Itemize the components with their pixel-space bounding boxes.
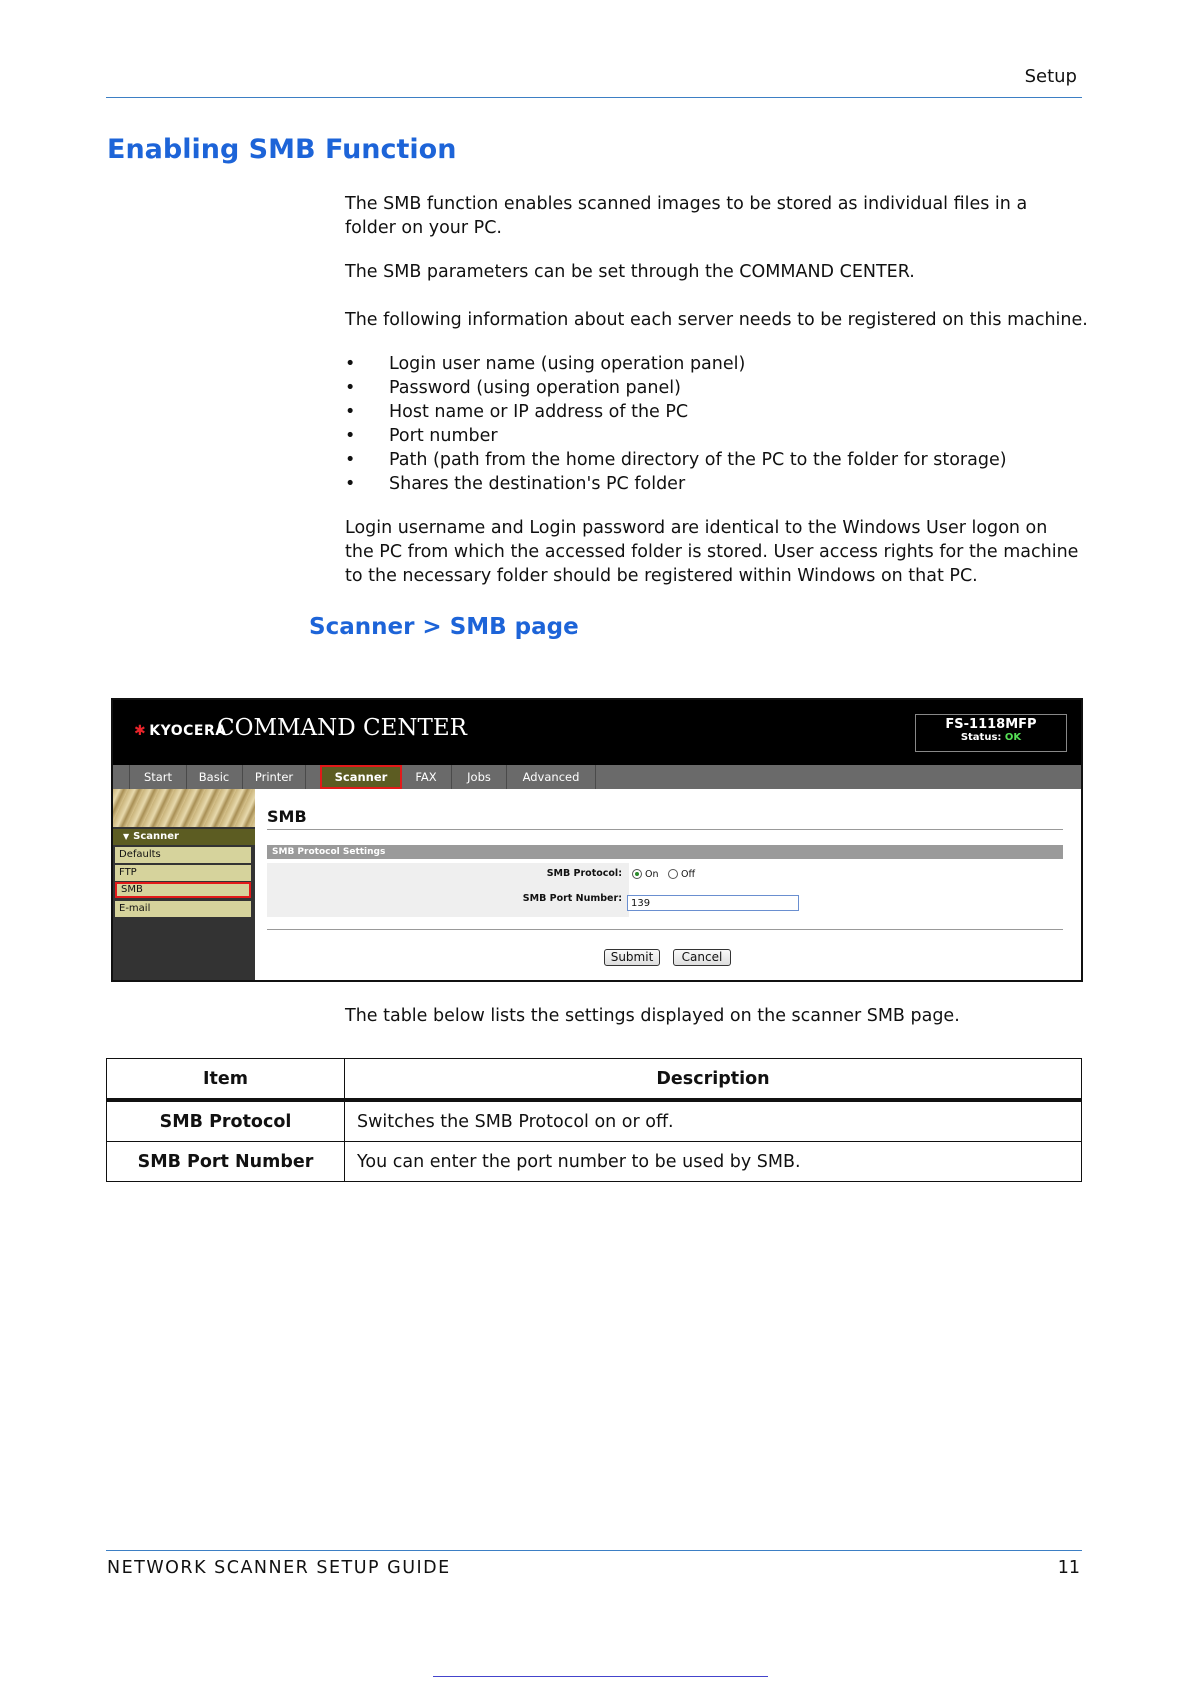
tab-jobs[interactable]: Jobs xyxy=(452,765,507,789)
bullet-icon: • xyxy=(345,426,356,446)
sidebar-item-ftp[interactable]: FTP xyxy=(115,865,251,881)
screenshot-sidebar xyxy=(113,789,255,980)
list-item: • Path (path from the home directory of the PC to the folder for storage) xyxy=(345,450,1007,470)
sidebar-item-email[interactable]: E-mail xyxy=(115,901,251,917)
intro-paragraph-1: The SMB function enables scanned images to be stored as individual files in a folder on your PC. xyxy=(345,194,1028,238)
smb-port-input[interactable]: 139 xyxy=(627,895,799,911)
row-description: You can enter the port number to be used by SMB. xyxy=(345,1142,1082,1182)
cancel-button[interactable]: Cancel xyxy=(673,949,731,966)
command-center-screenshot xyxy=(111,698,1083,982)
sidebar-item-defaults[interactable]: Defaults xyxy=(115,847,251,863)
table-row xyxy=(107,1100,1082,1142)
tab-bar xyxy=(113,765,1081,789)
row-item: SMB Protocol xyxy=(107,1100,345,1142)
table-row xyxy=(107,1142,1082,1182)
tab-advanced[interactable]: Advanced xyxy=(507,765,596,789)
submit-button[interactable]: Submit xyxy=(604,949,660,966)
row-item: SMB Port Number xyxy=(107,1142,345,1182)
smb-on-radio[interactable] xyxy=(632,869,642,879)
subsection-title: Scanner > SMB page xyxy=(309,614,579,640)
model-name: FS-1118MFP xyxy=(945,717,1037,732)
panel-bottom-rule xyxy=(267,929,1063,930)
header-section-label: Setup xyxy=(1024,66,1077,87)
header-rule xyxy=(106,97,1082,98)
bullet-icon: • xyxy=(345,402,356,422)
header-description: Description xyxy=(345,1059,1082,1101)
list-item: • Host name or IP address of the PC xyxy=(345,402,689,422)
list-item: • Port number xyxy=(345,426,498,446)
footer-rule xyxy=(106,1550,1082,1551)
requirements-list xyxy=(345,352,1085,496)
triangle-down-icon: ▼ xyxy=(123,832,130,841)
tab-fax[interactable]: FAX xyxy=(401,765,452,789)
panel-title: SMB xyxy=(267,807,307,826)
tab-start[interactable]: Start xyxy=(129,765,187,789)
list-item: • Shares the destination's PC folder xyxy=(345,474,686,494)
device-status-box xyxy=(915,714,1067,752)
kyocera-logo: ✱ KYOCERA xyxy=(134,723,227,739)
intro-paragraph-3: The following information about each server needs to be registered on this machine. xyxy=(345,310,1088,330)
settings-table xyxy=(106,1058,1082,1182)
table-intro: The table below lists the settings displayed on the scanner SMB page. xyxy=(345,1006,960,1026)
status-value: OK xyxy=(1004,732,1022,743)
bullet-icon: • xyxy=(345,450,356,470)
page-number: 11 xyxy=(1057,1558,1080,1578)
login-paragraph: Login username and Login password are identical to the Windows User logon on the PC from which the accessed folder is stored. User access rights for the machine to the necessary folder should be registered within Windows on that PC. xyxy=(345,518,1079,586)
bottom-link-line xyxy=(433,1676,768,1677)
smb-on-label: On xyxy=(645,869,659,880)
panel-title-rule xyxy=(267,829,1063,830)
tab-basic[interactable]: Basic xyxy=(186,765,243,789)
bullet-icon: • xyxy=(345,378,356,398)
settings-bar: SMB Protocol Settings xyxy=(267,845,1063,859)
smb-off-label: Off xyxy=(681,869,696,880)
footer-guide-title: NETWORK SCANNER SETUP GUIDE xyxy=(107,1558,451,1578)
header-item: Item xyxy=(107,1059,345,1101)
status-line: Status: OK xyxy=(960,732,1022,743)
screenshot-header xyxy=(113,700,1081,765)
settings-panel xyxy=(255,789,1081,980)
sand-banner-image xyxy=(113,789,255,827)
section-title: Enabling SMB Function xyxy=(107,134,457,165)
smb-protocol-label: SMB Protocol: xyxy=(546,868,622,879)
bullet-icon: • xyxy=(345,354,356,374)
sidebar-heading[interactable]: ▼ Scanner xyxy=(113,829,255,845)
sidebar-item-smb[interactable]: SMB xyxy=(115,882,251,898)
bullet-icon: • xyxy=(345,474,356,494)
smb-off-radio[interactable] xyxy=(668,869,678,879)
list-item: • Password (using operation panel) xyxy=(345,378,681,398)
tab-scanner[interactable]: Scanner xyxy=(320,765,402,789)
table-header-row xyxy=(107,1059,1082,1101)
smb-port-label: SMB Port Number: xyxy=(522,893,622,904)
intro-paragraph-2: The SMB parameters can be set through the COMMAND CENTER. xyxy=(345,262,915,282)
row-description: Switches the SMB Protocol on or off. xyxy=(345,1100,1082,1142)
kyocera-logo-icon: ✱ xyxy=(134,723,147,739)
tab-printer[interactable]: Printer xyxy=(243,765,306,789)
list-item: • Login user name (using operation panel) xyxy=(345,354,746,374)
app-title: COMMAND CENTER xyxy=(217,715,468,741)
settings-label-area xyxy=(267,863,629,917)
